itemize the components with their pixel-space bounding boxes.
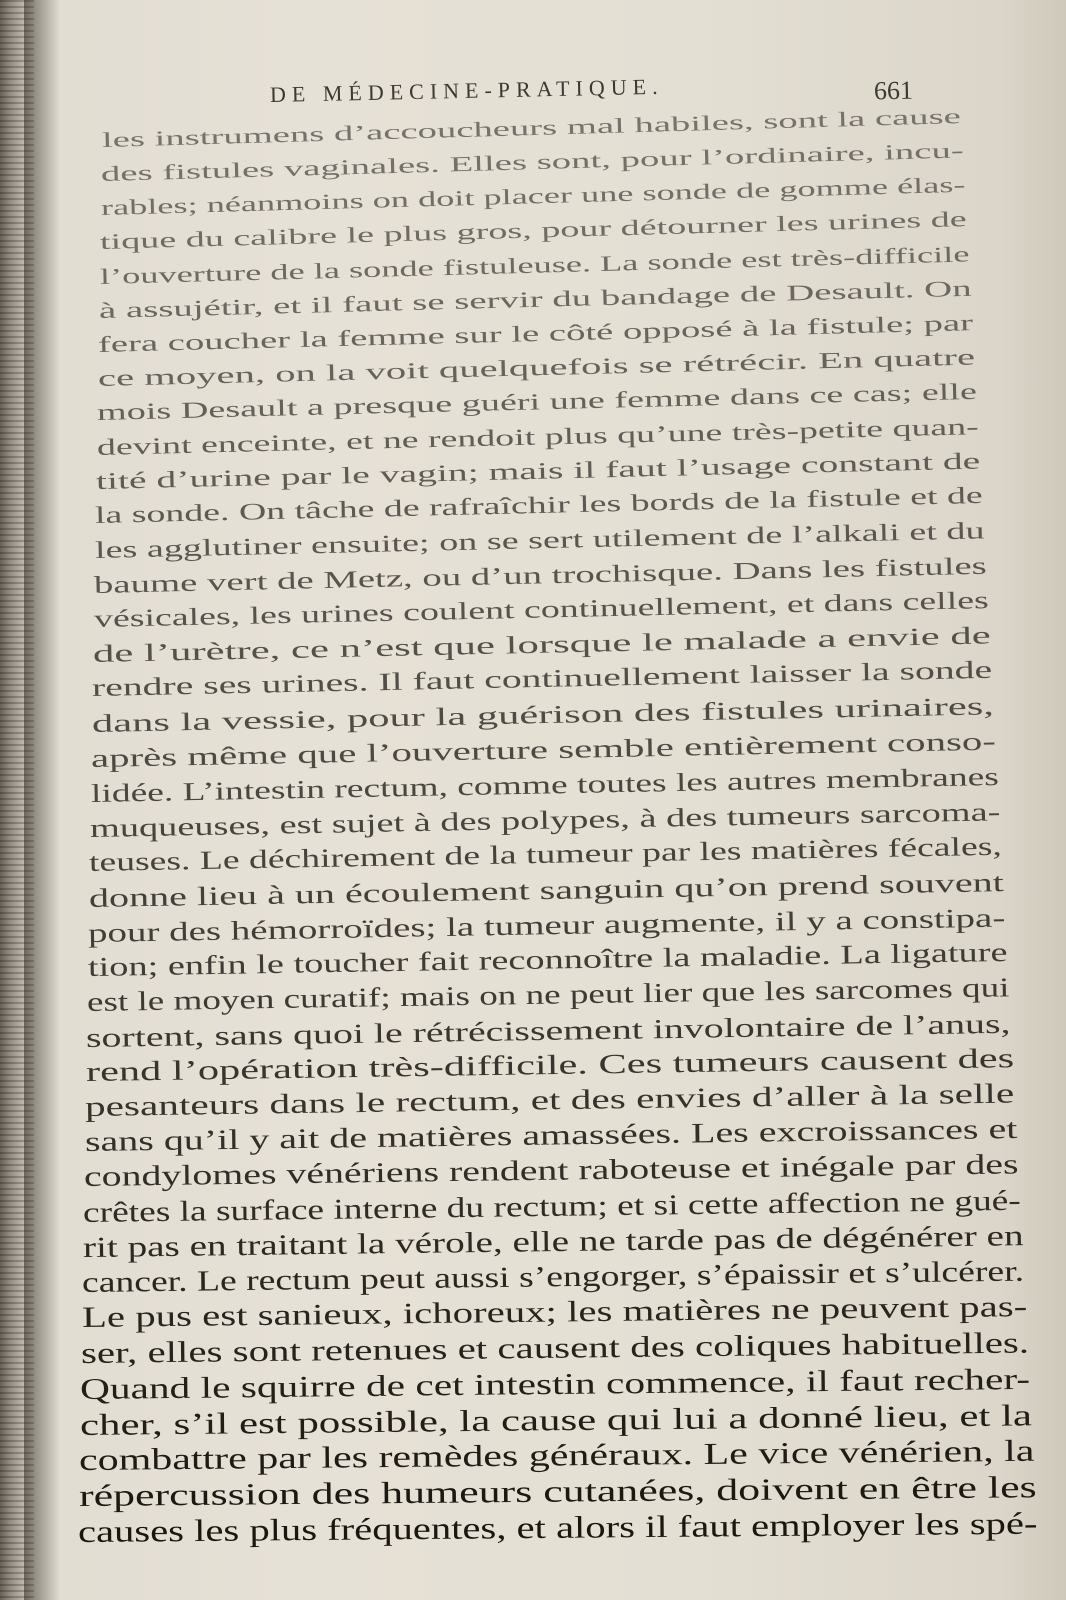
text-line: lidée. L’intestin rectum, comme toutes les autres membranes <box>90 761 999 808</box>
text-line: teuses. Le déchirement de la tumeur par les matières fécales, <box>89 831 1003 878</box>
text-line: combattre par les remèdes généraux. Le vice vénérien, la <box>79 1434 1035 1478</box>
page-number: 661 <box>873 75 914 106</box>
text-line: les instrumens d’accoucheurs mal habiles, sont la cause <box>101 104 962 152</box>
running-head: DE MÉDECINE-PRATIQUE. <box>269 73 664 107</box>
text-line: condylomes vénériens rendent raboteuse et inégale par des <box>83 1149 1019 1193</box>
text-line: tique du calibre le plus gros, pour détourner les urines de <box>99 206 968 254</box>
text-line: ce moyen, on la voit quelquefois se rétrécir. En quatre <box>97 344 976 392</box>
text-line: des fistules vaginales. Elles sont, pour l’ordinaire, incu- <box>101 138 965 186</box>
text-line: dans la vessie, pour la guérison des fistules urinaires, <box>91 691 994 738</box>
text-line: vésicales, les urines coulent continuellement, et dans celles <box>93 587 989 634</box>
text-line: la sonde. On tâche de rafraîchir les bords de la fistule et de <box>95 483 984 530</box>
text-line: rend l’opération très-difficile. Ces tumeurs causent des <box>85 1043 1015 1088</box>
text-line: après même que l’ouverture semble entièrement conso- <box>90 726 997 774</box>
text-line: donne lieu à un écoulement sanguin qu’on prend souvent <box>88 866 1004 913</box>
text-line: rit pas en traitant la vérole, elle ne tarde pas de dégénérer en <box>82 1220 1024 1264</box>
text-line: répercussion des humeurs cutanées, doivent en être les <box>78 1469 1037 1513</box>
text-line: pesanteurs dans le rectum, et des envies d’aller à la selle <box>84 1078 1015 1123</box>
text-line: Quand le squirre de cet intestin commence, il faut recher- <box>80 1362 1031 1406</box>
text-line: causes les plus fréquentes, et alors il faut employer les spé- <box>77 1505 1038 1549</box>
text-line: est le moyen curatif; mais on ne peut lier que les sarcomes qui <box>86 972 1010 1018</box>
text-line: mois Desault a presque guéri une femme dans ce cas; elle <box>96 379 978 426</box>
book-page <box>40 0 1066 1600</box>
text-line: cancer. Le rectum peut aussi s’engorger, s’épaissir et s’ulcérer. <box>81 1255 1025 1300</box>
text-line: tion; enfin le toucher fait reconnoître la maladie. La ligature <box>87 937 1008 983</box>
text-line: cher, s’il est possible, la cause qui lui a donné lieu, et la <box>79 1398 1032 1442</box>
text-line: sans qu’il y ait de matières amassées. Les excroissances et <box>84 1113 1018 1158</box>
text-line: devint enceinte, et ne rendoit plus qu’une très-petite quan- <box>96 413 979 461</box>
text-line: crêtes la surface interne du rectum; et si cette affection ne gué- <box>83 1184 1022 1229</box>
text-line: ser, elles sont retenues et causent des coliques habituelles. <box>80 1326 1030 1371</box>
text-line: fera coucher la femme sur le côté opposé à la fistule; par <box>98 310 974 358</box>
text-line: rables; néanmoins on doit placer une sonde de gomme élas- <box>100 172 966 220</box>
text-line: rendre ses urines. Il faut continuellement laisser la sonde <box>92 656 993 703</box>
text-line: sortent, sans quoi le rétrécissement involontaire de l’anus, <box>86 1007 1012 1054</box>
text-line: muqueuses, est sujet à des polypes, à des tumeurs sarcoma- <box>89 796 1001 843</box>
text-line: à assujétir, et il faut se servir du bandage de Desault. On <box>98 275 972 323</box>
text-line: les agglutiner ensuite; on se sert utilement de l’alkali et du <box>94 517 985 564</box>
text-line: baume vert de Metz, ou d’un trochisque. Dans les fistules <box>93 552 988 599</box>
text-line: Le pus est sanieux, ichoreux; les matières ne peuvent pas- <box>81 1291 1027 1335</box>
text-line: pour des hémorroïdes; la tumeur augmente, il y a constipa- <box>87 902 1006 948</box>
text-line: l’ouverture de la sonde fistuleuse. La sonde est très-difficile <box>99 241 970 289</box>
text-line: tité d’urine par le vagin; mais il faut l’usage constant de <box>95 448 981 495</box>
text-line: de l’urètre, ce n’est que lorsque le malade a envie de <box>92 622 991 668</box>
